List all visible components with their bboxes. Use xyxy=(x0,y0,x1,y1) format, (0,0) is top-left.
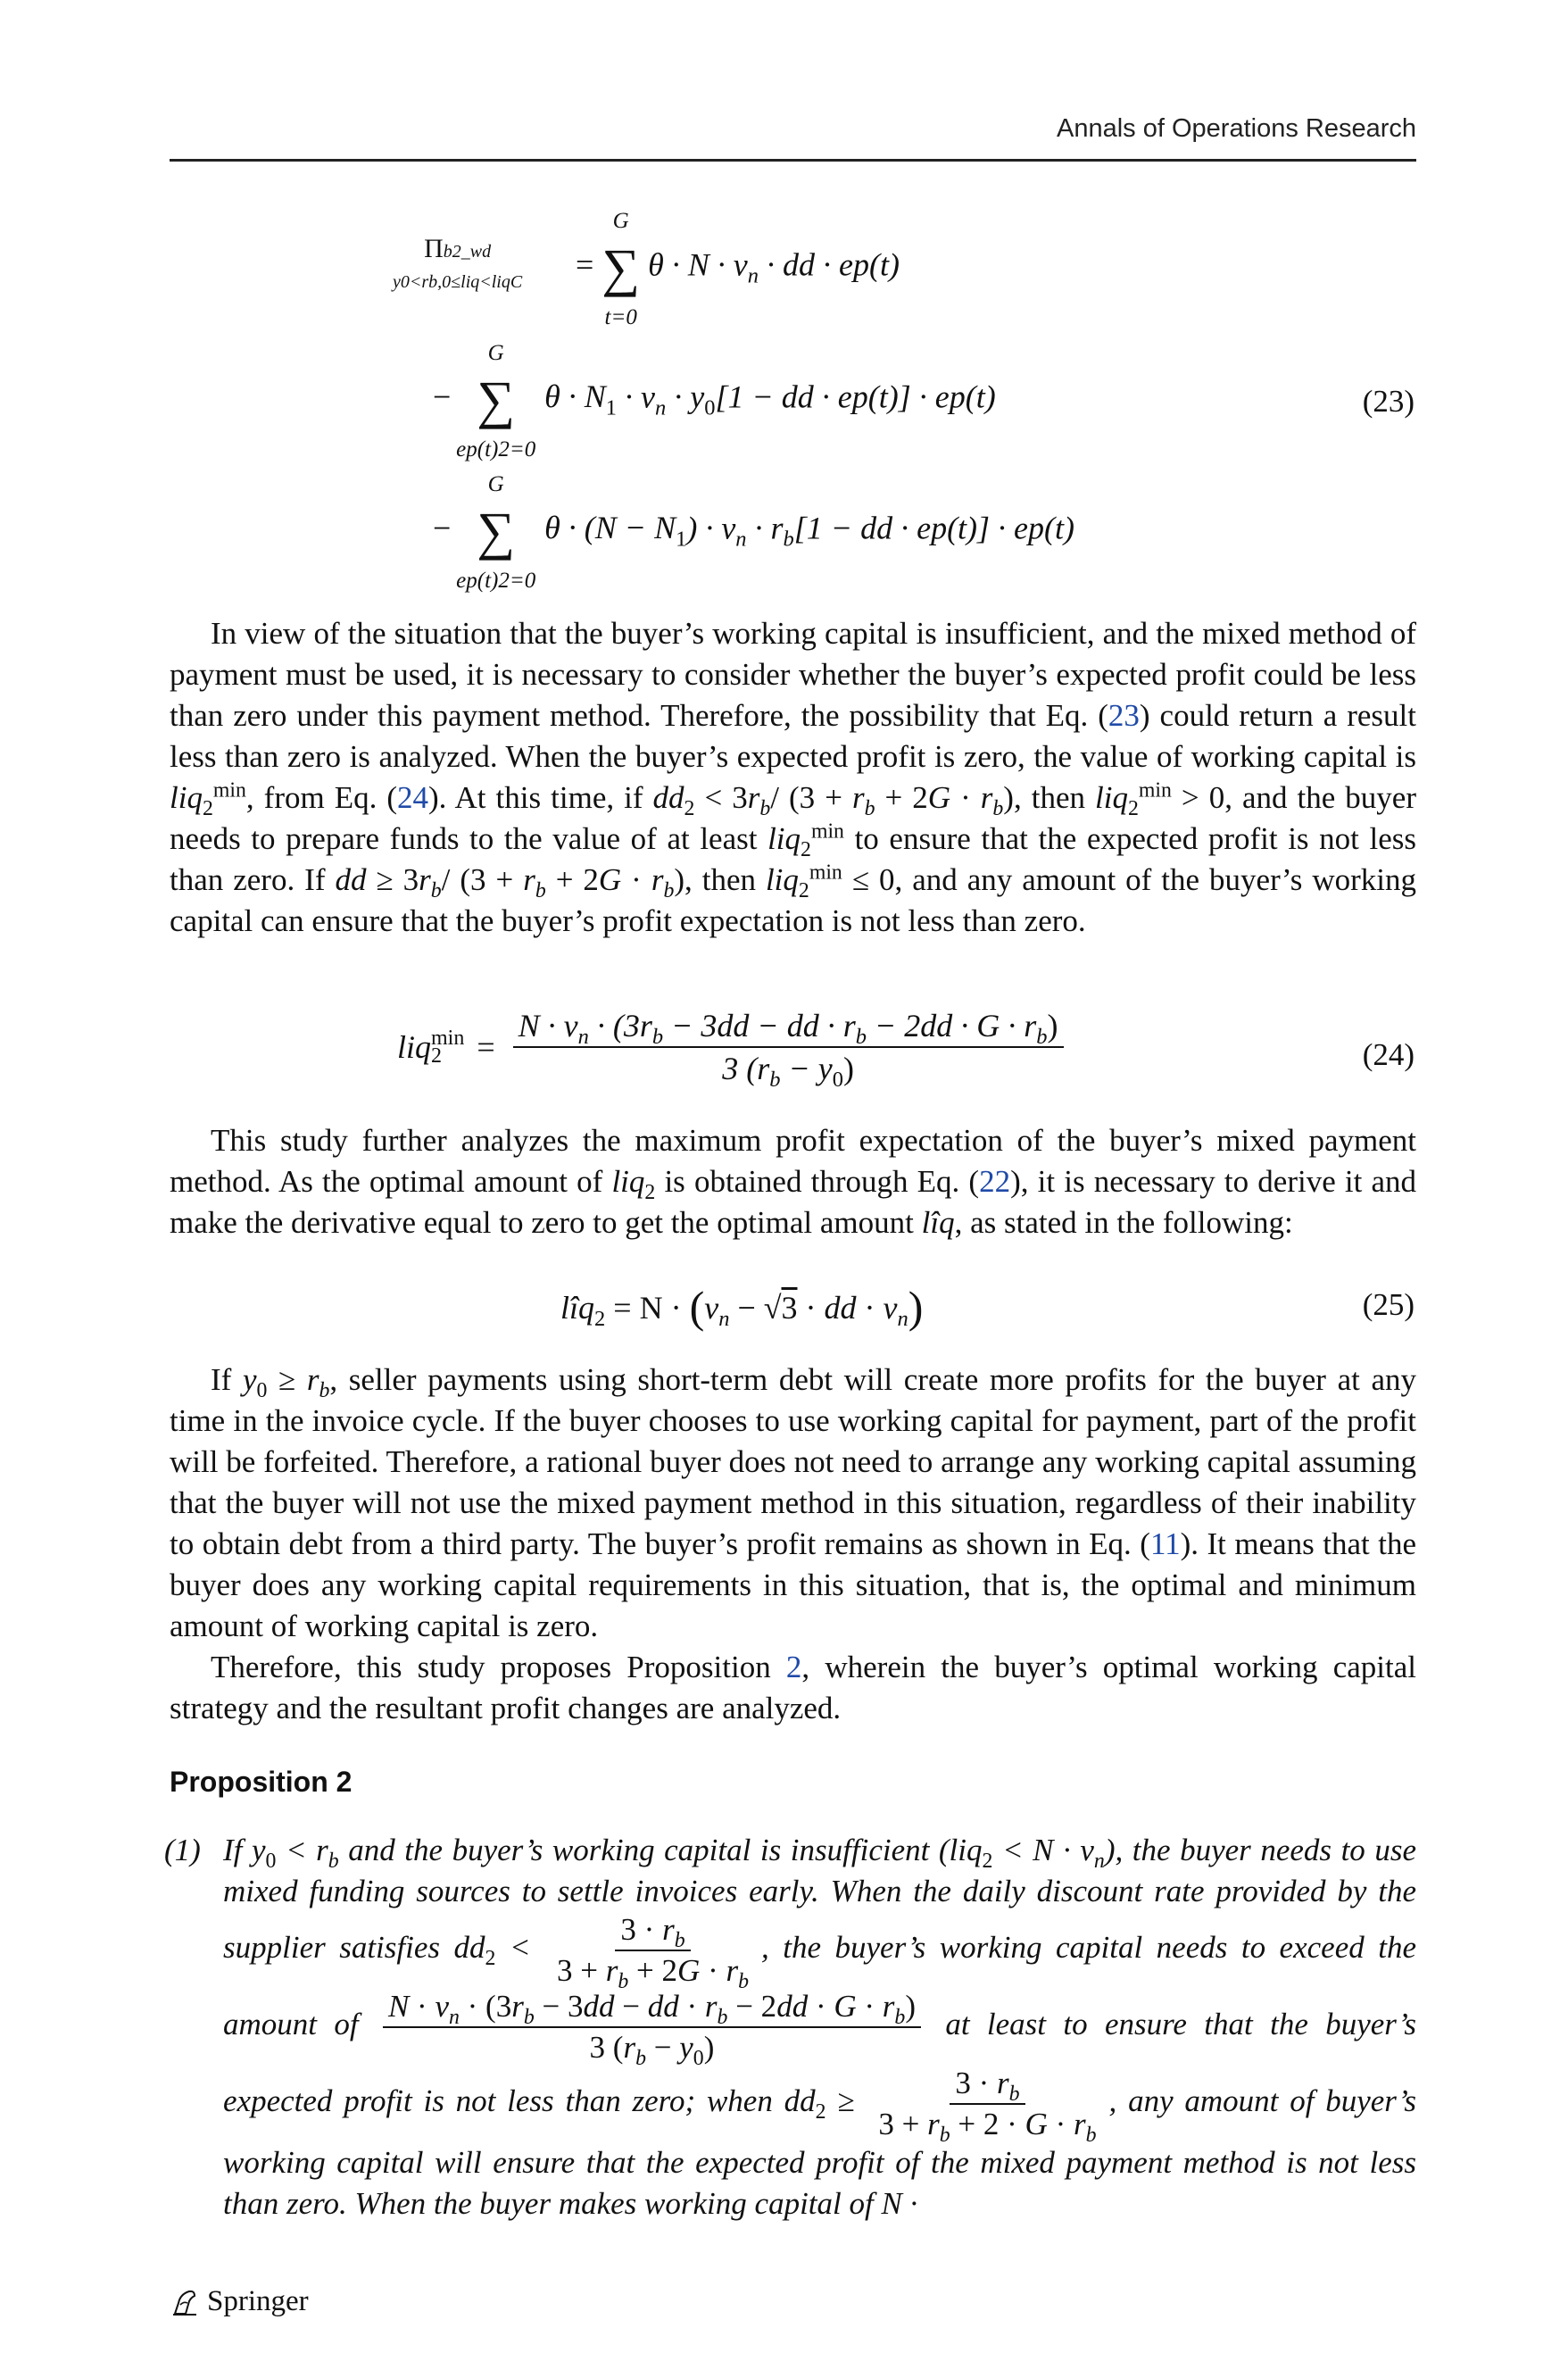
equation-number: (23) xyxy=(1362,384,1415,419)
equation-link[interactable]: 23 xyxy=(1108,698,1140,733)
springer-horse-icon xyxy=(170,2287,200,2317)
proposition-title: Proposition 2 xyxy=(170,1766,353,1798)
eq23-line1: = ∑ G t=0 $\theta \cdot N \cdot v_n$ · dd · ep(t) xyxy=(576,209,900,329)
equation-link[interactable]: 22 xyxy=(979,1164,1011,1199)
summation-symbol: ∑ G t=0 xyxy=(601,209,641,329)
summation-symbol: ∑ G ep(t)2=0 xyxy=(456,472,536,593)
publisher-footer xyxy=(170,2285,309,2318)
fraction: $\frac{3 \cdot r_b}{3 + r_b + 2 \cdot G \cdot r_b}$ xyxy=(878,2066,1097,2147)
proposition-link[interactable]: 2 xyxy=(785,1650,802,1684)
equation-number: (25) xyxy=(1362,1287,1415,1322)
equation-25: lîq$_2$ = $N \cdot (v_n - √3$ · dd · $v_n$) xyxy=(560,1282,924,1332)
equation-number: (24) xyxy=(1362,1037,1415,1072)
running-header: Annals of Operations Research xyxy=(1057,114,1416,143)
proposition-body: (1) If $y_0 < r_b$ and the buyer’s working capital is insufficient $(liq_2 < N \cdot v_n)$, the buyer needs to use mixed funding sources to settle invoices early. When the daily discount rate provided by the supplier satisfies $dd_2$ < $\frac{3 \cdot r_b}{3 + r_b + 2G \cdot r_b}$ , the buyer’s working capital needs to exceed the amount of $\frac{N \cdot v_n \cdot (3r_b - 3dd - dd \cdot r_b - 2dd \cdot G \cdot r_b)}{3 (r_b - y_0)}$ at least to ensure that the buyer’s expected profit is not less than zero; when $dd_2$ ≥ $\frac{3 \cdot r_b}{3 + r_b + 2 \cdot G \cdot r_b}$ , any amount of buyer’s working capital will ensure that the expected profit of the mixed payment method is not less than zero. When the buyer makes working capital of N · xyxy=(223,1830,1416,2224)
equation-link[interactable]: 11 xyxy=(1149,1526,1181,1561)
eq23-line3: − ∑ G ep(t)2=0 $\theta \cdot (N - N_1) \cdot v_n \cdot r_b[1$ − dd · ep(t)] · ep(t) xyxy=(433,472,1075,593)
eq23-line2: − ∑ G ep(t)2=0 $\theta \cdot N_1 \cdot v_n \cdot y_0[1$ − dd · ep(t)] · ep(t) xyxy=(433,341,996,461)
summation-symbol: ∑ G ep(t)2=0 xyxy=(456,341,536,461)
eq23-lhs: Πb2_wd y0<rb,0≤liq<liqC xyxy=(393,234,523,292)
equation-24: liq min 2 = $\frac{N \cdot v_n \cdot (3r_b - 3dd - dd \cdot r_b - 2dd \cdot G \cdot r_b)}{3 (r_b - y_0)}$ xyxy=(397,1007,1071,1087)
paragraph: If $y_0 \ge r_b$, seller payments using short-term debt will create more profits for the buyer at any time in the invoice cycle. If the buyer chooses to use working capital for payment, part of the profit will be forfeited. Therefore, a rational buyer does not need to arrange any working capital assuming that the buyer will not use the mixed payment method in this situation, regardless of their inability to obtain debt from a third party. The buyer’s profit remains as shown in Eq. (11). It means that the buyer does any working capital requirements in this situation, that is, the optimal and minimum amount of working capital is zero. xyxy=(170,1362,1416,1643)
fraction: $\frac{3 \cdot r_b}{3 + r_b + 2G \cdot r_b}$ xyxy=(557,1912,750,1993)
fraction: $\frac{N \cdot v_n \cdot (3r_b - 3dd - dd \cdot r_b - 2dd \cdot G \cdot r_b)}{3 (r_b - y_0)}$ xyxy=(513,1007,1064,1087)
equation-link[interactable]: 24 xyxy=(397,780,429,815)
paragraph: Therefore, this study proposes Proposition 2, wherein the buyer’s optimal working capital strategy and the resultant profit changes are analyzed. xyxy=(170,1650,1416,1725)
paragraph: In view of the situation that the buyer’s working capital is insufficient, and the mixed method of payment must be used, it is necessary to consider whether the buyer’s expected profit could be less than zero under this payment method. Therefore, the possibility that Eq. (23) could return a result less than zero is analyzed. When the buyer’s expected profit is zero, the value of working capital is liq$_2^{min}$, from Eq. (24). At this time, if $dd_2 < 3r_b/$ $(3 + r_b + 2G \cdot r_b)$, then liq$_2^{min}$ > 0, and the buyer needs to prepare funds to the value of at least liq$_2^{min}$ to ensure that the expected profit is not less than zero. If dd ≥ $3r_b/$ $(3 + r_b + 2G \cdot r_b)$, then liq$_2^{min}$ ≤ 0, and any amount of the buyer’s working capital can ensure that the buyer’s profit expectation is not less than zero. xyxy=(170,616,1417,938)
publisher-name: Springer xyxy=(207,2285,309,2317)
fraction: $\frac{N \cdot v_n \cdot (3r_b - 3dd - dd \cdot r_b - 2dd \cdot G \cdot r_b)}{3 (r_b - y_0)}$ xyxy=(383,1989,921,2066)
item-label: (1) xyxy=(164,1833,201,1867)
paragraph: This study further analyzes the maximum profit expectation of the buyer’s mixed payment method. As the optimal amount of liq$_2$ is obtained through Eq. (22), it is necessary to derive it and make the derivative equal to zero to get the optimal amount lîq, as stated in the following: xyxy=(170,1123,1417,1240)
header-rule xyxy=(170,159,1416,162)
